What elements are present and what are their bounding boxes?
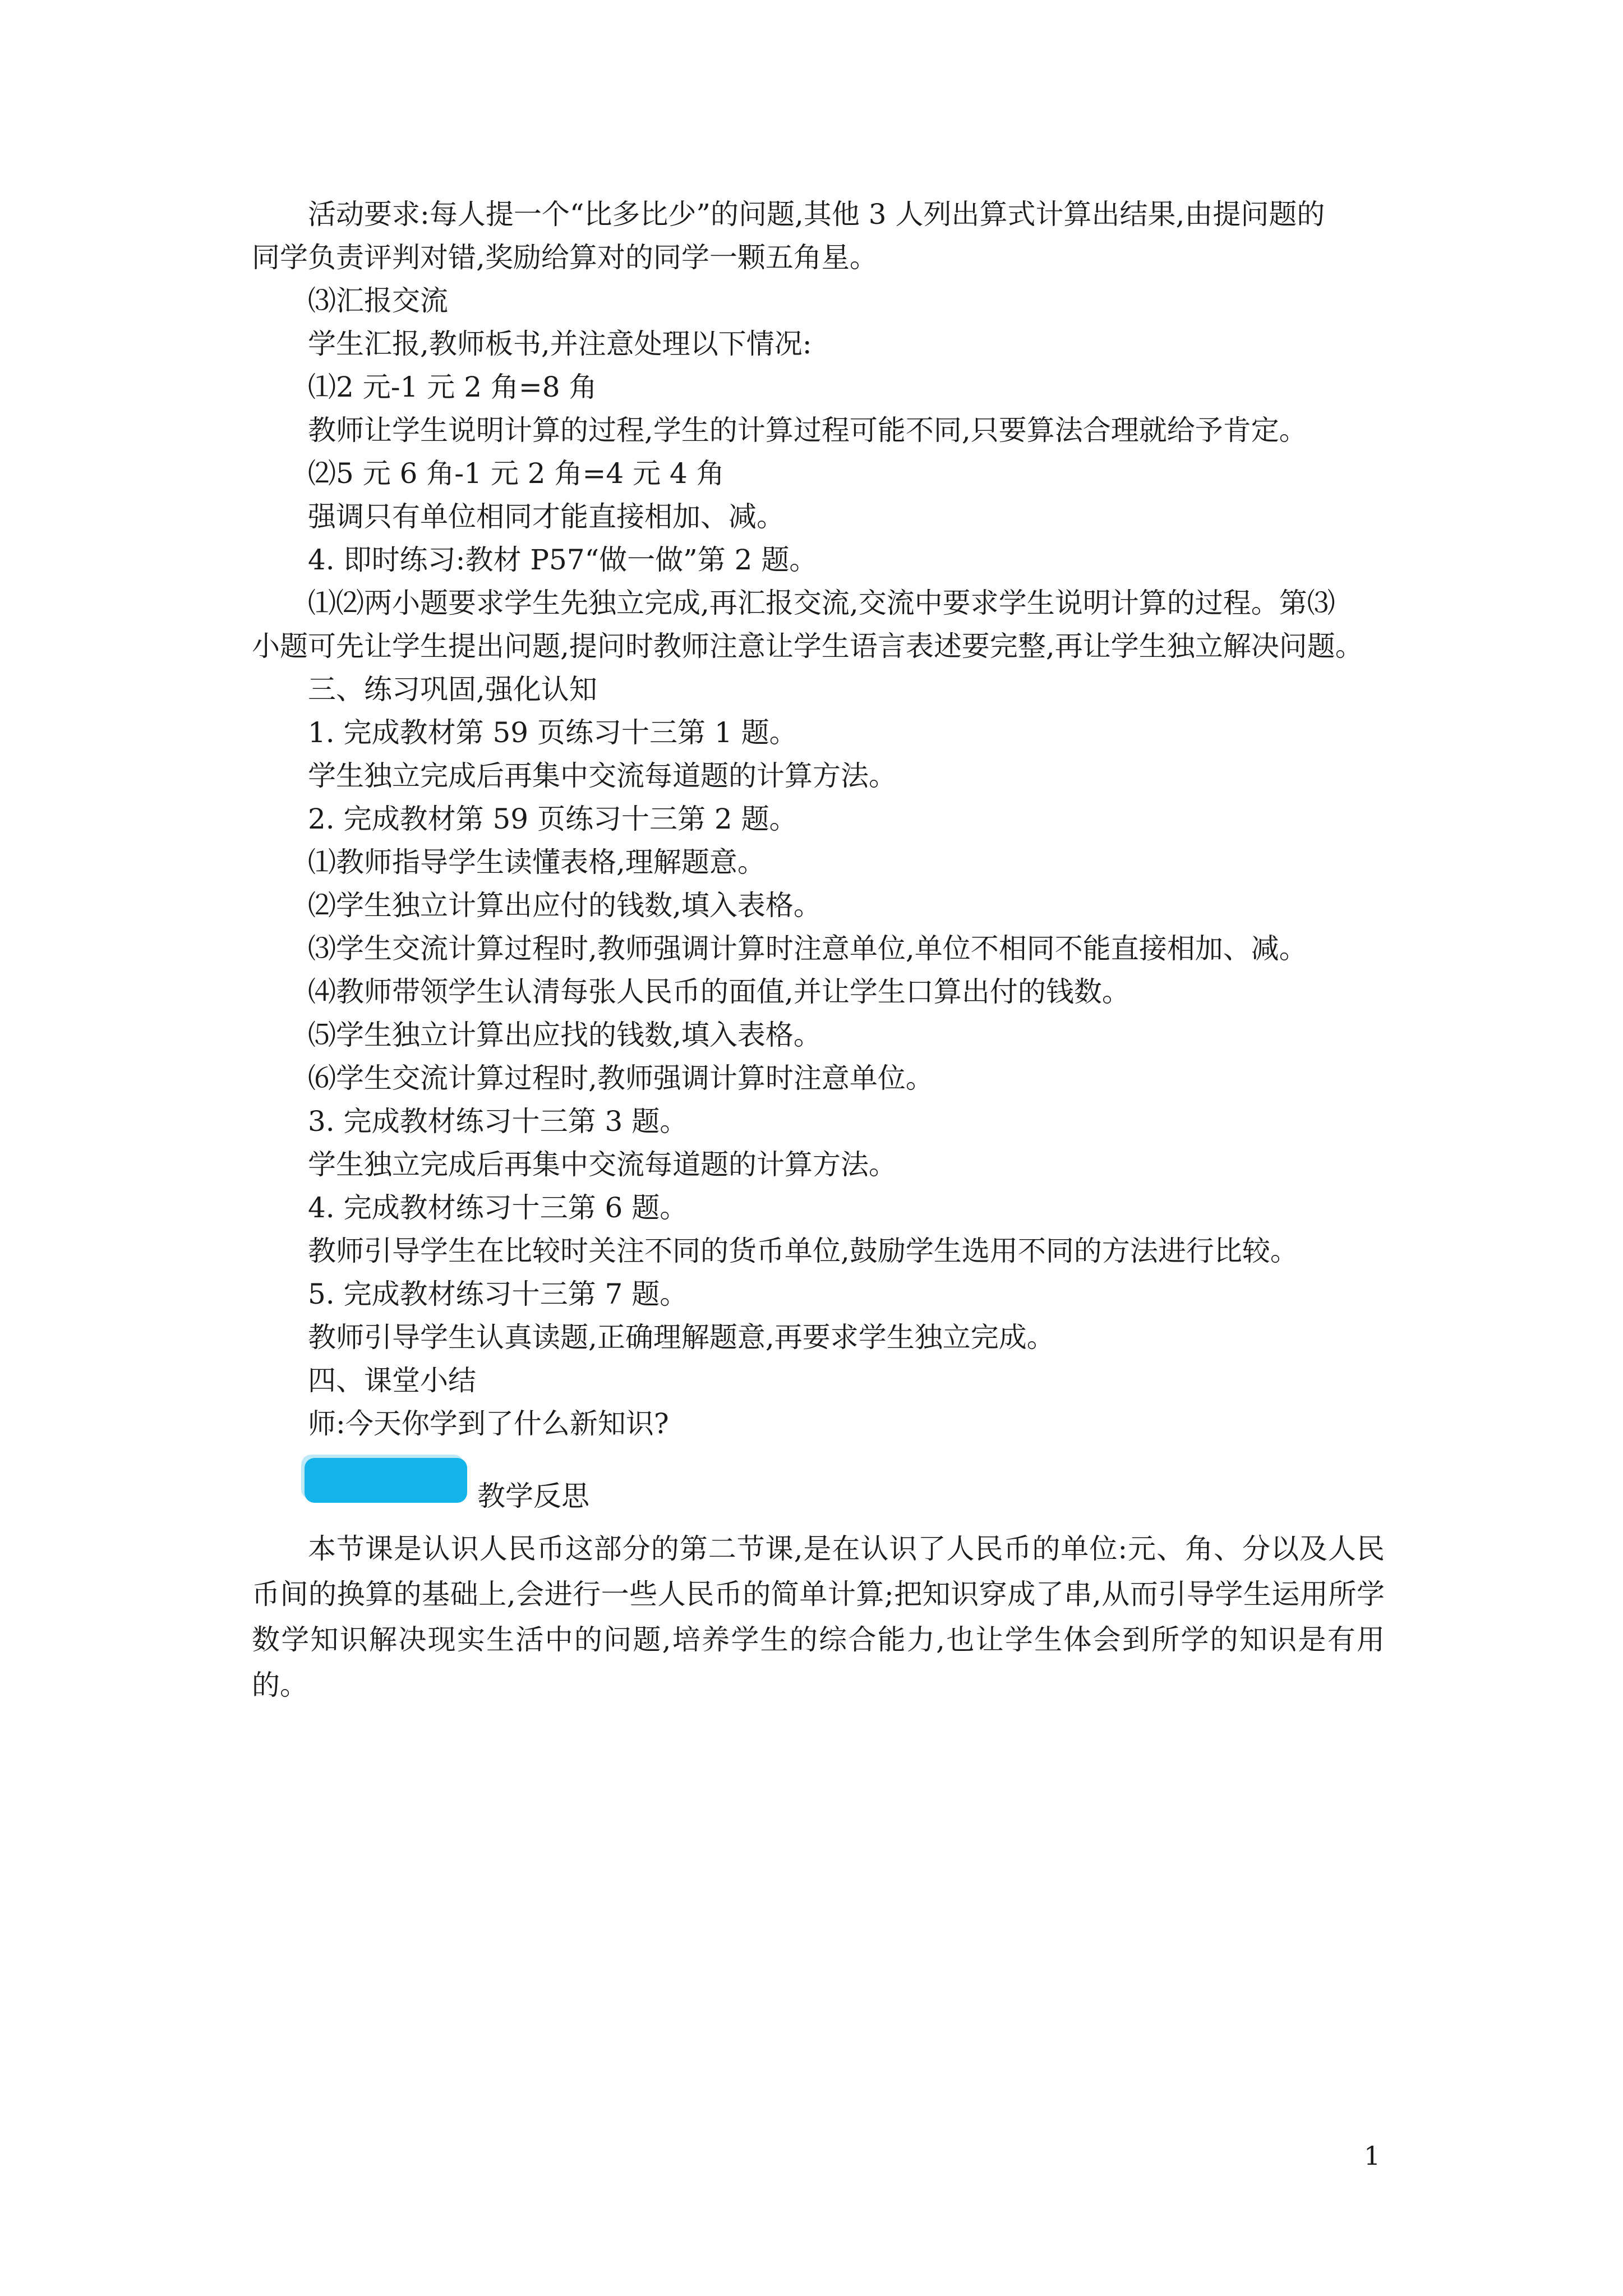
example-1-explanation: 教师让学生说明计算的过程,学生的计算过程可能不同,只要算法合理就给予肯定。 [308, 414, 1307, 447]
exercise-2-step-3: ⑶学生交流计算过程时,教师强调计算时注意单位,单位不相同不能直接相加、减。 [308, 932, 1307, 965]
example-2-equation: ⑵5 元 6 角-1 元 2 角=4 元 4 角 [308, 457, 725, 490]
exercise-2-step-4: ⑷教师带领学生认清每张人民币的面值,并让学生口算出付的钱数。 [308, 976, 1130, 1008]
exercise-3-title: 3. 完成教材练习十三第 3 题。 [308, 1105, 688, 1138]
instant-practice-detail-1: ⑴⑵两小题要求学生先独立完成,再汇报交流,交流中要求学生说明计算的过程。第⑶ [308, 587, 1335, 619]
section-3-heading: 三、练习巩固,强化认知 [308, 673, 597, 706]
reflection-heading: 教学反思 [477, 1480, 589, 1512]
page-number: 1 [1364, 2141, 1381, 2171]
example-2-emphasis: 强调只有单位相同才能直接相加、减。 [308, 500, 785, 533]
exercise-2-step-2: ⑵学生独立计算出应付的钱数,填入表格。 [308, 889, 822, 922]
summary-question: 师:今天你学到了什么新知识? [308, 1407, 669, 1440]
report-intro-line: 学生汇报,教师板书,并注意处理以下情况: [308, 328, 812, 360]
exercise-2-step-1: ⑴教师指导学生读懂表格,理解题意。 [308, 846, 766, 878]
exercise-5-title: 5. 完成教材练习十三第 7 题。 [308, 1278, 688, 1310]
exercise-2-step-6: ⑹学生交流计算过程时,教师强调计算时注意单位。 [308, 1062, 934, 1094]
reflection-section-header [252, 1457, 1385, 1524]
exercise-1-title: 1. 完成教材第 59 页练习十三第 1 题。 [308, 716, 797, 749]
activity-requirement-line-1: 活动要求:每人提一个“比多比少”的问题,其他 3 人列出算式计算出结果,由提问题的 [308, 198, 1325, 231]
exercise-4-detail: 教师引导学生在比较时关注不同的货币单位,鼓励学生选用不同的方法进行比较。 [308, 1235, 1298, 1267]
instant-practice-detail-2: 小题可先让学生提出问题,提问时教师注意让学生语言表述要完整,再让学生独立解决问题。 [252, 630, 1363, 662]
exercise-1-detail: 学生独立完成后再集中交流每道题的计算方法。 [308, 760, 897, 792]
reflection-paragraph: 本节课是认识人民币这部分的第二节课,是在认识了人民币的单位:元、角、分以及人民币间的换算的基础上,会进行一些人民币的简单计算;把知识穿成了串,从而引导学生运用所学数学知识解决现实生活中的问题,培养学生的综合能力,也让学生体会到所学的知识是有用的。 [252, 1533, 1385, 1701]
exercise-4-title: 4. 完成教材练习十三第 6 题。 [308, 1191, 688, 1224]
report-exchange-heading: ⑶汇报交流 [308, 284, 448, 317]
section-4-heading: 四、课堂小结 [308, 1364, 476, 1397]
exercise-2-step-5: ⑸学生独立计算出应找的钱数,填入表格。 [308, 1019, 822, 1051]
activity-requirement-line-2: 同学负责评判对错,奖励给算对的同学一颗五角星。 [252, 241, 878, 274]
example-1-equation: ⑴2 元-1 元 2 角=8 角 [308, 371, 597, 403]
lesson-content [252, 193, 1385, 1708]
instant-practice-line: 4. 即时练习:教材 P57“做一做”第 2 题。 [308, 544, 818, 576]
section-badge-icon [305, 1458, 467, 1503]
exercise-2-title: 2. 完成教材第 59 页练习十三第 2 题。 [308, 803, 797, 835]
exercise-3-detail: 学生独立完成后再集中交流每道题的计算方法。 [308, 1148, 897, 1181]
exercise-5-detail: 教师引导学生认真读题,正确理解题意,再要求学生独立完成。 [308, 1321, 1055, 1354]
